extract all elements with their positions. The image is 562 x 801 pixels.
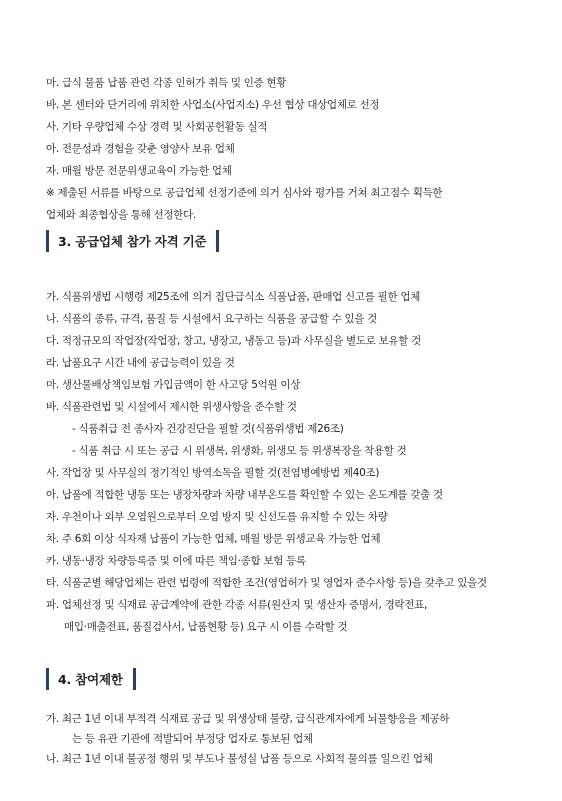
criteria-subitem-health-check: - 식품취급 전 종사자 건강진단을 필할 것(식품위생법 제26조) bbox=[72, 423, 344, 435]
criteria-item-ra: 라. 납품요구 시간 내에 공급능력이 있을 것 bbox=[46, 357, 235, 369]
intro-item-sa: 사. 기타 우량업체 수상 경력 및 사회공헌활동 실적 bbox=[46, 121, 268, 133]
heading-left-bar bbox=[46, 668, 49, 690]
criteria-item-ka: 카. 냉동·냉장 차량등록증 및 이에 따른 책임·종합 보험 등록 bbox=[46, 555, 306, 567]
criteria-item-sa: 사. 작업장 및 사무실의 정기적인 방역소독을 필할 것(전염병예방법 제40조) bbox=[46, 467, 380, 479]
criteria-item-ja: 자. 우천이나 외부 오염원으로부터 오염 방지 및 신선도를 유지할 수 있는 차량 bbox=[46, 511, 388, 523]
intro-item-ba: 바. 본 센터와 단거리에 위치한 사업소(사업지소) 우선 협상 대상업체로 선정 bbox=[46, 99, 380, 111]
restriction-item-ga: 가. 최근 1년 이내 부적격 식재료 공급 및 위생상태 불량, 급식관계자에게 뇌물향응을 제공하 bbox=[46, 713, 450, 725]
intro-item-ma: 마. 급식 물품 납품 관련 각종 인허가 취득 및 인증 현황 bbox=[46, 77, 287, 89]
intro-note: ※ 제출된 서류를 바탕으로 공급업체 선정기준에 의거 심사와 평가를 거쳐 최고점수 획득한 bbox=[46, 187, 443, 199]
criteria-item-pa-continued: 매입·매출전표, 품질검사서, 납품현황 등) 요구 시 이를 수락할 것 bbox=[64, 621, 348, 633]
heading-right-bar bbox=[133, 668, 136, 690]
restriction-item-na: 나. 최근 1년 이내 불공정 행위 및 부도나 불성실 납품 등으로 사회적 물의를 일으킨 업체 bbox=[46, 753, 433, 765]
criteria-item-na: 나. 식품의 종류, 규격, 품질 등 시설에서 요구하는 식품을 공급할 수 있을 것 bbox=[46, 313, 378, 325]
criteria-item-da: 다. 적정규모의 작업장(작업장, 창고, 냉장고, 냉동고 등)과 사무실을 별도로 보유할 것 bbox=[46, 335, 421, 347]
criteria-item-pa: 파. 업체선정 및 식재료 공급계약에 관한 각종 서류(원산지 및 생산자 증명서, 경락전표, bbox=[46, 599, 427, 611]
criteria-item-ga: 가. 식품위생법 시행령 제25조에 의거 집단급식소 식품납품, 판매업 신고를 필한 업체 bbox=[46, 291, 421, 303]
restriction-item-ga-continued: 는 등 유관 기관에 적발되어 부정당 업자로 통보된 업체 bbox=[72, 733, 313, 745]
section-3-heading bbox=[46, 230, 219, 252]
criteria-item-ta: 타. 식품군별 해당업체는 관련 법령에 적합한 조건(영업허가 및 영업자 준수사항 등)을 갖추고 있을것 bbox=[46, 577, 487, 589]
heading-right-bar bbox=[216, 230, 219, 252]
criteria-item-a: 아. 납품에 적합한 냉동 또는 냉장차량과 차량 내부온도를 확인할 수 있는 온도계를 갖출 것 bbox=[46, 489, 443, 501]
criteria-subitem-hygiene-wear: - 식품 취급 시 또는 공급 시 위생복, 위생화, 위생모 등 위생복장을 착용할 것 bbox=[72, 445, 407, 457]
section-4-heading bbox=[46, 668, 136, 690]
intro-item-ja: 자. 매월 방문 전문위생교육이 가능한 업체 bbox=[46, 165, 232, 177]
intro-note-continued: 업체와 최종협상을 통해 선정한다. bbox=[46, 209, 196, 221]
criteria-item-ma: 마. 생산물배상책임보험 가입금액이 한 사고당 5억원 이상 bbox=[46, 379, 301, 391]
criteria-item-cha: 차. 주 6회 이상 식자재 납품이 가능한 업체, 매월 방문 위생교육 가능한 업체 bbox=[46, 533, 381, 545]
criteria-item-ba: 바. 식품관련법 및 시설에서 제시한 위생사항을 준수할 것 bbox=[46, 401, 297, 413]
section-3-title: 3. 공급업체 참가 자격 기준 bbox=[58, 234, 207, 249]
heading-left-bar bbox=[46, 230, 49, 252]
section-4-title: 4. 참여제한 bbox=[58, 672, 123, 687]
intro-item-a: 아. 전문성과 경험을 갖춘 영양사 보유 업체 bbox=[46, 143, 235, 155]
